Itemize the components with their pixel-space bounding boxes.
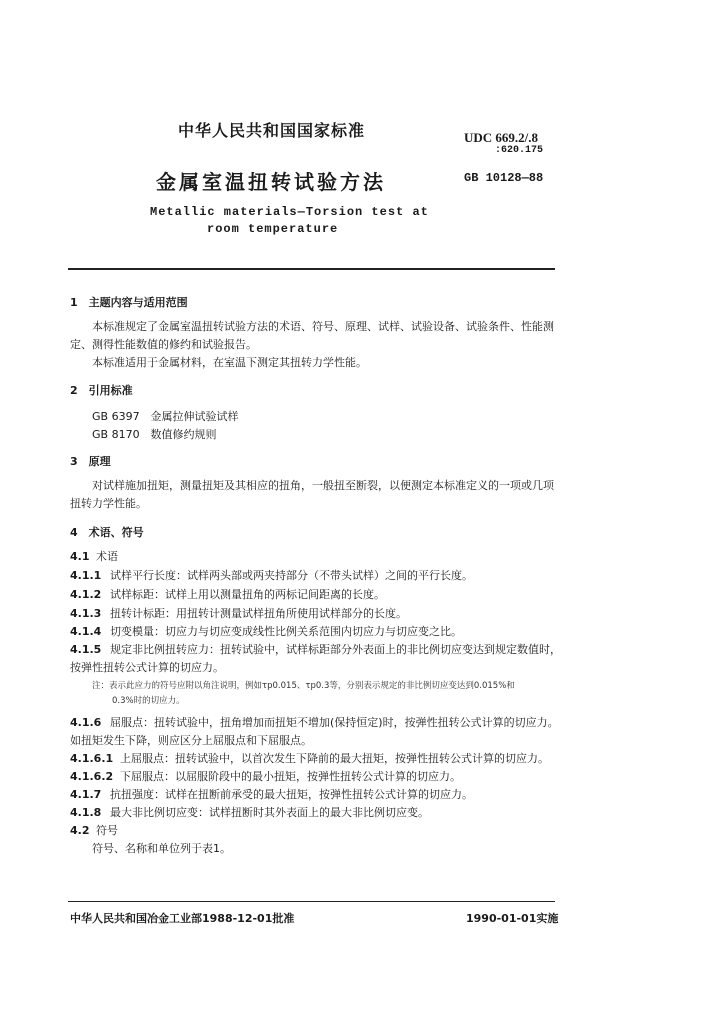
issuing-body: 中华人民共和国国家标准: [178, 121, 366, 140]
clause-4-1-4: [70, 623, 462, 639]
clause-4-1: [70, 548, 118, 564]
clause-4-2: [70, 822, 118, 838]
reference-item-1: GB 6397 金属拉伸试验试样: [92, 410, 239, 423]
clause-text: 屈服点：扭转试验中，扭角增加而扭矩不增加(保持恒定)时，按弹性扭转公式计算的切应力。: [110, 716, 559, 729]
clause-4-2-paragraph: 符号、名称和单位列于表1。: [92, 842, 231, 855]
clause-text: 符号: [96, 824, 118, 837]
clause-4-1-7: [70, 786, 473, 802]
footer-divider: [68, 901, 555, 902]
clause-number: 4.1.2: [70, 588, 102, 601]
note-line-2: 0.3%时的切应力。: [112, 696, 185, 706]
clause-text: 最大非比例切应变：试样扭断时其外表面上的最大非比例切应变。: [110, 806, 429, 819]
clause-4-1-5: [70, 641, 561, 657]
standard-number: GB 10128—88: [464, 171, 544, 185]
clause-text: 试样标距：试样上用以测量扭角的两标记间距离的长度。: [110, 588, 385, 601]
section-1-paragraph-1-line-2: 定、测得性能数值的修约和试验报告。: [70, 338, 257, 351]
section-3-heading: 3 原理: [70, 455, 111, 468]
clause-number: 4.1.6.1: [70, 752, 114, 765]
clause-text: 上屈服点：扭转试验中，以首次发生下降前的最大扭矩，按弹性扭转公式计算的切应力。: [120, 752, 549, 765]
section-4-heading: 4 术语、符号: [70, 526, 144, 539]
approval-line: 中华人民共和国冶金工业部1988-12-01批准: [70, 912, 295, 925]
clause-4-1-6-2: [70, 768, 461, 784]
clause-number: 4.1.1: [70, 569, 102, 582]
standard-title-cn: 金属室温扭转试验方法: [156, 170, 386, 194]
section-1-paragraph-2: 本标准适用于金属材料，在室温下测定其扭转力学性能。: [92, 356, 367, 369]
clause-text: 下屈服点：以屈服阶段中的最小扭矩，按弹性扭转公式计算的切应力。: [120, 770, 461, 783]
clause-number: 4.1.4: [70, 625, 102, 638]
section-3-line-2: 扭转力学性能。: [70, 497, 147, 510]
section-1-paragraph-1-line-1: 本标准规定了金属室温扭转试验方法的术语、符号、原理、试样、试验设备、试验条件、性能测: [92, 320, 554, 333]
clause-4-1-1: [70, 567, 473, 583]
reference-item-2: GB 8170 数值修约规则: [92, 428, 217, 441]
clause-number: 4.1: [70, 550, 90, 563]
udc-code: UDC 669.2/.8: [464, 130, 539, 145]
clause-text: 扭转计标距：用扭转计测量试样扭角所使用试样部分的长度。: [110, 607, 407, 620]
standard-title-en-line2: room temperature: [207, 222, 339, 236]
clause-4-1-6-line-2: 如扭矩发生下降，则应区分上屈服点和下屈服点。: [70, 734, 312, 747]
clause-text: 抗扭强度：试样在扭断前承受的最大扭矩，按弹性扭转公式计算的切应力。: [110, 788, 473, 801]
section-2-heading: 2 引用标准: [70, 384, 133, 397]
clause-number: 4.1.6: [70, 716, 102, 729]
clause-4-1-6-1: [70, 750, 549, 766]
header-divider: [68, 268, 555, 270]
effective-date-line: 1990-01-01实施: [466, 912, 559, 925]
clause-text: 术语: [96, 550, 118, 563]
clause-number: 4.1.7: [70, 788, 102, 801]
section-3-line-1: 对试样施加扭矩，测量扭矩及其相应的扭角，一般扭至断裂，以便测定本标准定义的一项或几项: [92, 479, 554, 492]
clause-text: 切变模量：切应力与切应变成线性比例关系范围内切应力与切应变之比。: [110, 625, 462, 638]
clause-number: 4.1.3: [70, 607, 102, 620]
clause-text: 试样平行长度：试样两头部或两夹持部分（不带头试样）之间的平行长度。: [110, 569, 473, 582]
clause-text: 规定非比例扭转应力：扭转试验中，试样标距部分外表面上的非比例切应变达到规定数值时，: [110, 643, 561, 656]
clause-number: 4.1.8: [70, 806, 102, 819]
note-line-1: 注：表示此应力的符号应附以角注说明，例如τp0.015、τp0.3等，分别表示规定的非比例切应变达到0.015%和: [92, 681, 515, 691]
clause-4-1-2: [70, 586, 385, 602]
clause-number: 4.1.6.2: [70, 770, 114, 783]
clause-number: 4.2: [70, 824, 90, 837]
section-1-heading: 1 主题内容与适用范围: [70, 296, 188, 309]
standard-title-en-line1: Metallic materials—Torsion test at: [150, 205, 429, 219]
clause-4-1-8: [70, 804, 429, 820]
clause-4-1-3: [70, 605, 407, 621]
clause-4-1-6: [70, 714, 559, 730]
udc-code-suffix: :620.175: [495, 145, 544, 156]
clause-4-1-5-line-2: 按弹性扭转公式计算的切应力。: [70, 661, 224, 674]
clause-number: 4.1.5: [70, 643, 102, 656]
